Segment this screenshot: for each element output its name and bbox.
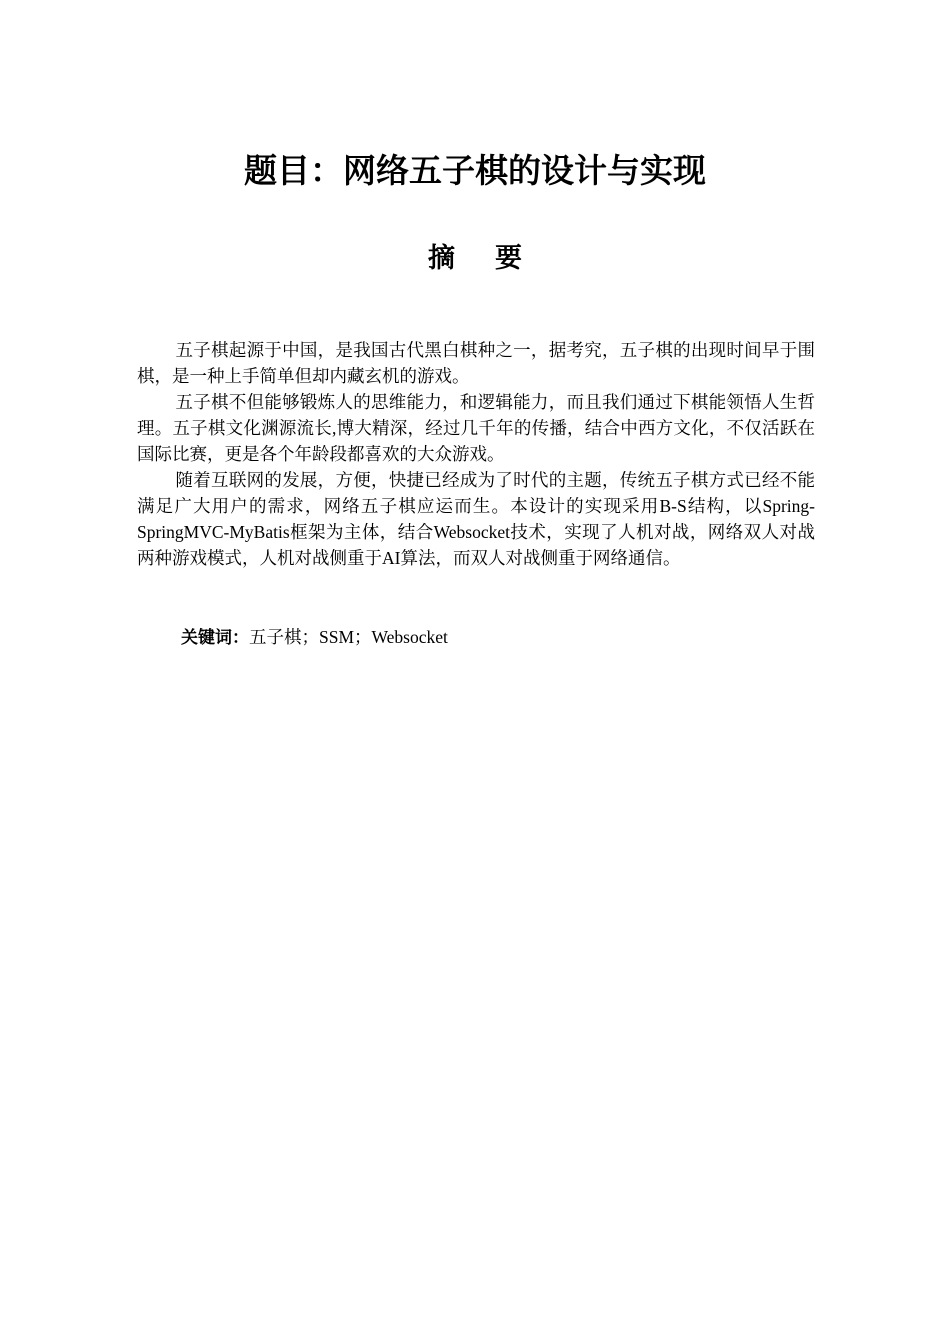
abstract-heading: [0, 238, 950, 280]
keywords-label: 关键词：: [181, 628, 249, 648]
abstract-heading-char-2: 要: [495, 243, 522, 274]
keywords-line: [181, 624, 448, 651]
abstract-paragraph-1: 五子棋起源于中国，是我国古代黑白棋种之一，据考究，五子棋的出现时间早于围棋，是一种上手简单但却内藏玄机的游戏。: [137, 340, 815, 386]
document-title: 题目：网络五子棋的设计与实现: [244, 151, 706, 190]
keywords-values: 五子棋；SSM；Websocket: [249, 627, 448, 647]
abstract-body: [137, 337, 815, 571]
abstract-heading-char-1: 摘: [428, 243, 455, 274]
abstract-paragraph-3: 随着互联网的发展，方便，快捷已经成为了时代的主题，传统五子棋方式已经不能满足广大用户的需求，网络五子棋应运而生。本设计的实现采用B-S结构，以Spring-SpringMVC-MyBatis框架为主体，结合Websocket技术，实现了人机对战，网络双人对战两种游戏模式，人机对战侧重于AI算法，而双人对战侧重于网络通信。: [137, 470, 815, 568]
abstract-paragraph-2: 五子棋不但能够锻炼人的思维能力，和逻辑能力，而且我们通过下棋能领悟人生哲理。五子棋文化渊源流长,博大精深，经过几千年的传播，结合中西方文化，不仅活跃在国际比赛，更是各个年龄段都喜欢的大众游戏。: [137, 392, 815, 464]
